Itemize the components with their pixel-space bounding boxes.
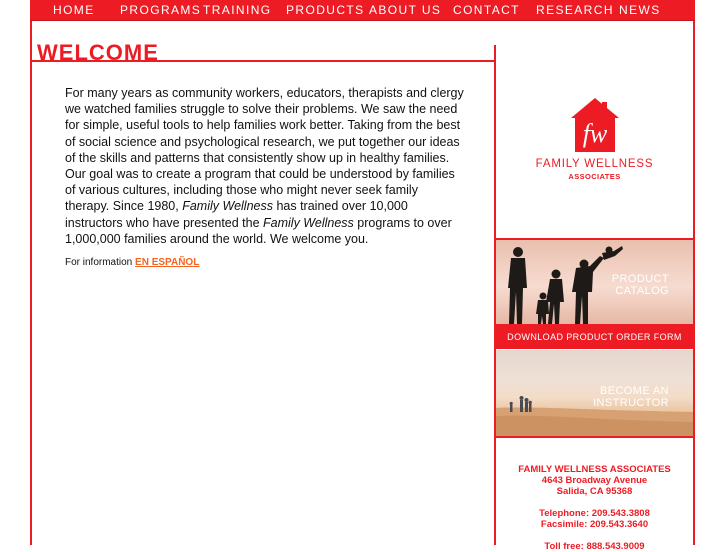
product-catalog-label — [612, 273, 669, 297]
address-tollfree: Toll free: 888.543.9009 — [544, 541, 645, 552]
product-catalog-banner[interactable] — [496, 240, 693, 324]
house-logo-icon — [571, 98, 619, 152]
intro-emphasis-2: Family Wellness — [263, 215, 354, 230]
spanish-info — [65, 257, 199, 269]
instructor-line-1: BECOME AN — [599, 385, 669, 397]
catalog-line-2: CATALOG — [615, 285, 669, 297]
spanish-link[interactable]: EN ESPAÑOL — [135, 257, 200, 268]
address-spacer — [496, 497, 693, 508]
page-title: WELCOME — [37, 40, 159, 65]
intro-emphasis-1: Family Wellness — [182, 199, 273, 214]
nav-about-us[interactable]: ABOUT US — [369, 3, 442, 17]
address-city: Salida, CA 95368 — [556, 486, 633, 497]
become-instructor-label — [593, 385, 669, 409]
nav-training[interactable]: TRAINING — [203, 3, 272, 17]
sidebar-divider-2 — [494, 436, 695, 438]
intro-text-1: For many years as community workers, educators, therapists and clergy we watched families struggle to solve their problems. We saw the need for simple, useful tools to help families work better. Taking from the best of social science and psychological research, we put together our ideas of the skills and patterns that consistently show up in healthy families. Our goal was to create a program that could be understood by families of various cultures, including those who might never seek family therapy. Since 1980, — [65, 86, 464, 214]
nav-home[interactable]: HOME — [53, 3, 95, 17]
top-nav — [30, 0, 695, 21]
address-org: FAMILY WELLNESS ASSOCIATES — [518, 464, 671, 475]
frame-left-rule — [30, 21, 32, 545]
frame-right-rule — [693, 21, 695, 545]
address-spacer-2 — [496, 530, 693, 541]
become-instructor-banner[interactable] — [496, 350, 693, 436]
address-street: 4643 Broadway Avenue — [541, 475, 648, 486]
intro-text-3: programs to over 1,000,000 families around the world. We welcome you. — [65, 215, 452, 246]
intro-paragraph — [65, 85, 465, 247]
nav-news[interactable]: NEWS — [619, 3, 661, 17]
download-order-form-button[interactable]: DOWNLOAD PRODUCT ORDER FORM — [496, 324, 693, 349]
intro-text-2: has trained over 10,000 instructors who have presented the — [65, 199, 408, 230]
contact-address — [496, 464, 693, 552]
logo-name: FAMILY WELLNESS — [535, 158, 654, 170]
logo-initials: fw — [582, 119, 608, 148]
nav-programs[interactable]: PROGRAMS — [120, 3, 202, 17]
catalog-line-1: PRODUCT — [611, 273, 669, 285]
spanish-info-prefix: For information — [65, 257, 136, 268]
logo-subtitle: ASSOCIATES — [568, 172, 621, 181]
instructor-line-2: INSTRUCTOR — [593, 397, 669, 409]
nav-research[interactable]: RESEARCH — [536, 3, 614, 17]
address-facsimile: Facsimile: 209.543.3640 — [540, 519, 649, 530]
nav-products[interactable]: PRODUCTS — [286, 3, 365, 17]
logo[interactable] — [496, 62, 693, 238]
nav-contact[interactable]: CONTACT — [453, 3, 520, 17]
address-telephone: Telephone: 209.543.3808 — [539, 508, 650, 519]
